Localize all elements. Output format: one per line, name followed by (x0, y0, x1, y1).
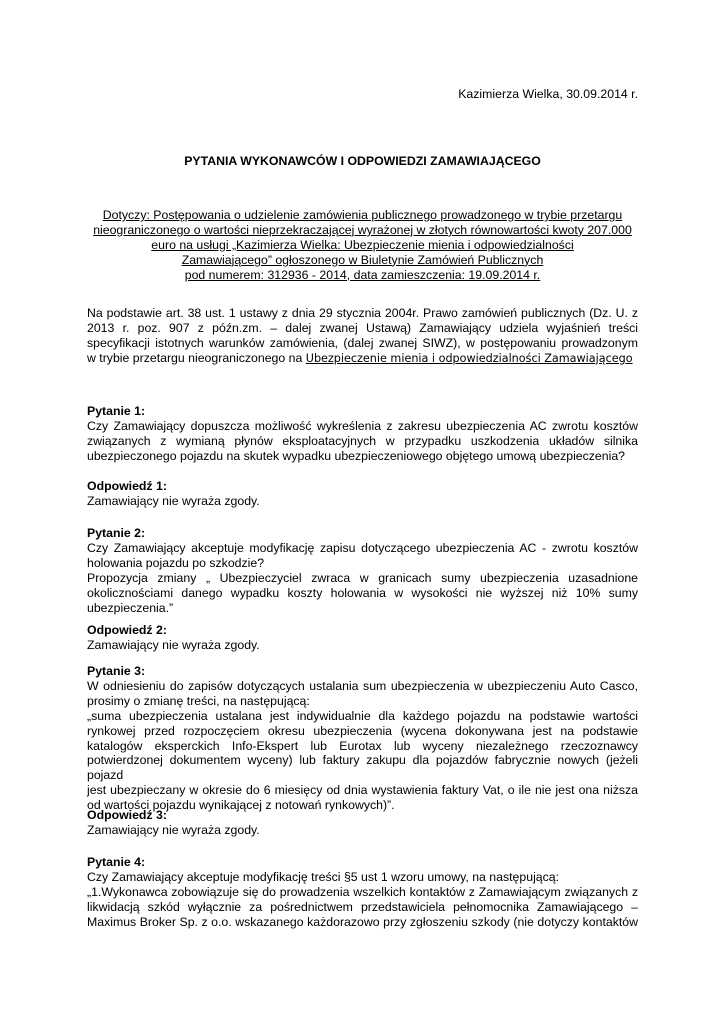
question-3-line: potwierdzonej dokumentem wyceny) lub faktury zakupu dla pojazdów fabrycznie nowych (jeżeli pojazd (87, 753, 638, 783)
intro-line: specyfikacji istotnych warunków zamówienia, (dalej zwanej SIWZ), w postępowaniu prowadzonym (87, 335, 638, 350)
question-4 (87, 855, 638, 930)
place-date: Kazimierza Wielka, 30.09.2014 r. (458, 87, 638, 101)
subject-line: Zamawiającego” ogłoszonego w Biuletynie Zamówień Publicznych (181, 252, 544, 267)
intro-last-prefix: w trybie przetargu nieograniczonego na (87, 350, 306, 365)
answer-1-text: Zamawiający nie wyraża zgody. (87, 493, 260, 508)
question-4-heading: Pytanie 4: (87, 855, 146, 869)
subject-line: Dotyczy: Postępowania o udzielenie zamówienia publicznego prowadzonego w trybie przetargu (102, 208, 623, 222)
intro-line: 2013 r. poz. 907 z późn.zm. – dalej zwanej Ustawą) Zamawiający udziela wyjaśnień treści (87, 320, 638, 335)
question-2 (87, 526, 638, 615)
subject-line: pod numerem: 312936 - 2014, data zamieszczenia: 19.09.2014 r. (184, 267, 541, 282)
question-1-line: związanych z wymianą płynów eksploatacyjnych w przypadku uszkodzenia układów silnika (87, 433, 638, 448)
question-1-heading: Pytanie 1: (87, 404, 146, 418)
question-4-line: Czy Zamawiający akceptuje modyfikację treści §5 ust 1 wzoru umowy, na następującą: (87, 869, 560, 884)
question-2-line: ubezpieczenia.” (87, 600, 174, 615)
question-2-heading: Pytanie 2: (87, 526, 146, 540)
question-3-line: rynkowej przed rozpoczęciem okresu ubezpieczenia (wycena dokonywana jest na podstawie (87, 723, 638, 738)
question-3-line: jest ubezpieczany w okresie do 6 miesięcy od dnia wystawienia faktury Vat, o ile nie jest ona niższa (87, 783, 638, 798)
question-3-heading: Pytanie 3: (87, 664, 146, 678)
question-4-line: „1.Wykonawca zobowiązuje się do prowadzenia wszelkich kontaktów z Zamawiającym związanych z (87, 884, 638, 899)
question-3-line: W odniesieniu do zapisów dotyczących ustalania sum ubezpieczenia w ubezpieczeniu Auto Casco, (87, 678, 638, 693)
question-2-line: holowania pojazdu po szkodzie? (87, 555, 265, 570)
question-3 (87, 664, 638, 813)
subject-block (87, 208, 638, 283)
intro-line-last (87, 351, 638, 367)
question-1-line: Czy Zamawiający dopuszcza możliwość wykreślenia z zakresu ubezpieczenia AC zwrotu kosztów (87, 418, 638, 433)
answer-3-heading: Odpowiedź 3: (87, 808, 167, 822)
question-1-line: ubezpieczonego pojazdu na skutek wypadku ubezpieczeniowego objętego umową ubezpieczenia? (87, 448, 626, 463)
answer-2-text: Zamawiający nie wyraża zgody. (87, 637, 260, 652)
question-1 (87, 404, 638, 464)
document-page (87, 0, 638, 1024)
subject-line: euro na usługi „Kazimierza Wielka: Ubezpieczenie mienia i odpowiedzialności (151, 237, 574, 252)
question-2-line: Propozycja zmiany „ Ubezpieczyciel zwraca w granicach sumy ubezpieczenia uzasadnione (87, 570, 638, 585)
answer-2-heading: Odpowiedź 2: (87, 623, 167, 637)
intro-subject-link: Ubezpieczenie mienia i odpowiedzialności Zamawiającego (305, 351, 633, 365)
answer-3 (87, 808, 638, 838)
subject-line: nieograniczonego o wartości nieprzekraczającej wyrażonej w złotych równowartości kwoty 207.000 (93, 222, 632, 237)
answer-3-text: Zamawiający nie wyraża zgody. (87, 822, 260, 837)
document-title: PYTANIA WYKONAWCÓW I ODPOWIEDZI ZAMAWIAJĄCEGO (184, 154, 541, 168)
question-3-line: katalogów eksperckich Info-Ekspert lub Eurotax lub wyceny niezależnego rzeczoznawcy (87, 738, 638, 753)
question-4-line: Maximus Broker Sp. z o.o. wskazanego każdorazowo przy zgłoszeniu szkody (nie dotyczy kontaktów (87, 914, 638, 929)
intro-paragraph (87, 306, 638, 367)
question-3-line: prosimy o zmianę treści, na następującą: (87, 693, 310, 708)
intro-line: Na podstawie art. 38 ust. 1 ustawy z dnia 29 stycznia 2004r. Prawo zamówień publicznych (Dz. U. z (87, 306, 638, 320)
question-3-line: „suma ubezpieczenia ustalana jest indywidualnie dla każdego pojazdu na podstawie wartości (87, 708, 638, 723)
question-4-line: likwidacją szkód wyłącznie za pośrednictwem przedstawiciela pełnomocnika Zamawiającego – (87, 899, 638, 914)
question-2-line: Czy Zamawiający akceptuje modyfikację zapisu dotyczącego ubezpieczenia AC - zwrotu kosztów (87, 540, 638, 555)
answer-2 (87, 623, 638, 653)
answer-1-heading: Odpowiedź 1: (87, 479, 167, 493)
question-2-line: okolicznościami danego wypadku koszty holowania w wysokości nie wyższej niż 10% sumy (87, 585, 638, 600)
answer-1 (87, 479, 638, 509)
question-3-line: od wartości pojazdu wynikającej z notowań rynkowych)”. (87, 798, 395, 813)
